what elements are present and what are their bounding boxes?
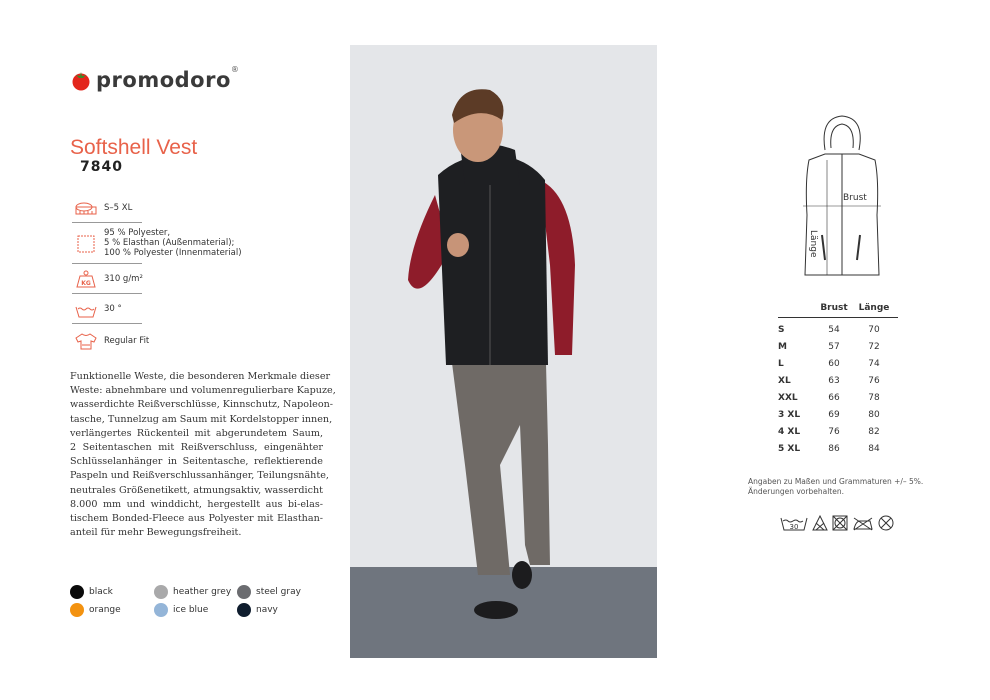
size-cell: M: [778, 341, 787, 352]
spec-wash-text: 30 °: [104, 304, 122, 314]
size-cell: 4 XL: [778, 426, 801, 437]
weight-icon: [74, 270, 98, 288]
size-cell: 3 XL: [778, 409, 801, 420]
svg-text:KG: KG: [81, 280, 91, 287]
spec-material-line: 95 % Polyester,: [104, 228, 171, 238]
description-line: tasche, Tunnelzug am Saum mit Kordelstopper innen,: [70, 413, 333, 425]
wash-30-icon: [780, 515, 808, 531]
spec-material: [74, 228, 274, 258]
color-dot: [237, 585, 251, 599]
color-label: steel gray: [256, 587, 301, 597]
color-label: orange: [89, 605, 121, 615]
description-line: Paspeln und Reißverschlussanhänger, Teilungsnähte,: [70, 470, 329, 482]
laenge-cell: 74: [868, 358, 880, 369]
laenge-cell: 82: [868, 426, 880, 437]
size-cell: S: [778, 324, 785, 335]
wash-icon: [74, 302, 98, 320]
table-row: [778, 440, 898, 457]
spec-weight: [74, 270, 274, 288]
spec-sizes-text: S–5 XL: [104, 203, 133, 213]
brust-cell: 57: [828, 341, 840, 352]
size-table: [778, 303, 898, 457]
table-row: [778, 355, 898, 372]
product-code: 7840: [80, 159, 123, 175]
no-bleach-icon: [812, 515, 828, 531]
brust-cell: 54: [828, 324, 840, 335]
note-line: Angaben zu Maßen und Grammaturen +/– 5%.: [748, 477, 924, 486]
product-description: [70, 370, 336, 540]
color-label: heather grey: [173, 587, 232, 597]
brand-name: promodoro: [96, 68, 231, 92]
description-line: Weste: abnehmbare und volumenregulierbare Kapuze,: [70, 385, 336, 397]
description-line: 2 Seitentaschen mit Reißverschluss, eingenähter: [70, 442, 323, 454]
color-swatch-ice-blue[interactable]: [154, 603, 208, 617]
laenge-cell: 72: [868, 341, 880, 352]
color-dot: [70, 585, 84, 599]
table-row: [778, 389, 898, 406]
header-brust: Brust: [820, 303, 848, 313]
description-line: Funktionelle Weste, die besonderen Merkmale dieser: [70, 371, 331, 382]
no-dry-clean-icon: [878, 515, 894, 531]
fabric-icon: [74, 232, 98, 254]
description-line: Schlüsselanhänger in Seitentasche, reflektierende: [70, 456, 323, 468]
header-size: [778, 303, 814, 313]
measuring-tape-icon: [74, 201, 98, 219]
description-line: wasserdichte Reißverschlüsse, Kinnschutz, Napoleon-: [70, 399, 334, 411]
size-cell: XXL: [778, 392, 798, 403]
spec-wash: [74, 302, 274, 320]
color-label: ice blue: [173, 605, 209, 615]
table-row: [778, 372, 898, 389]
no-iron-icon: [852, 515, 874, 531]
laenge-cell: 78: [868, 392, 880, 403]
description-line: 8.000 mm und winddicht, hergestellt aus bi-elas-: [70, 498, 323, 510]
no-tumble-dry-icon: [832, 515, 848, 531]
table-row: [778, 321, 898, 338]
color-dot: [154, 585, 168, 599]
color-label: navy: [256, 605, 278, 615]
color-swatch-steel-gray[interactable]: [237, 585, 301, 599]
spec-fit-text: Regular Fit: [104, 336, 150, 346]
description-line: verlängertes Rückenteil mit abgerundetem Saum,: [70, 427, 323, 439]
color-label: black: [89, 587, 113, 597]
tomato-icon: [70, 69, 92, 91]
color-dot: [70, 603, 84, 617]
color-swatch-black[interactable]: [70, 585, 113, 599]
care-symbols: [780, 515, 894, 531]
color-dot: [154, 603, 168, 617]
note-line: Änderungen vorbehalten.: [748, 487, 844, 496]
spec-sizes: [74, 201, 274, 219]
spec-material-line: 5 % Elasthan (Außenmaterial);: [104, 238, 235, 248]
spec-weight-text: 310 g/m²: [104, 274, 143, 284]
brust-cell: 63: [828, 375, 840, 386]
table-row: [778, 423, 898, 440]
product-title: Softshell Vest: [70, 136, 198, 159]
brust-cell: 69: [828, 409, 840, 420]
brust-cell: 86: [828, 443, 840, 454]
table-row: [778, 406, 898, 423]
product-photo: [350, 45, 657, 658]
description-line: anteil für mehr Bewegungsfreiheit.: [70, 527, 242, 539]
divider: [72, 293, 142, 294]
diagram-laenge-label: Länge: [808, 230, 818, 258]
divider: [72, 323, 142, 324]
size-cell: XL: [778, 375, 791, 386]
color-swatch-navy[interactable]: [237, 603, 278, 617]
laenge-cell: 70: [868, 324, 880, 335]
diagram-brust-label: Brust: [843, 193, 867, 203]
description-line: tischem Bonded-Fleece aus Polyester mit Elasthan-: [70, 513, 323, 525]
color-swatch-orange[interactable]: [70, 603, 121, 617]
laenge-cell: 76: [868, 375, 880, 386]
laenge-cell: 80: [868, 409, 880, 420]
size-cell: L: [778, 358, 784, 369]
spec-fit: [74, 331, 274, 351]
color-dot: [237, 603, 251, 617]
header-laenge: Länge: [858, 303, 890, 313]
laenge-cell: 84: [868, 443, 880, 454]
brust-cell: 60: [828, 358, 840, 369]
wash-temp: 30: [789, 523, 799, 531]
size-cell: 5 XL: [778, 443, 801, 454]
tolerance-note: [748, 477, 923, 497]
brust-cell: 76: [828, 426, 840, 437]
description-line: neutrales Größenetikett, atmungsaktiv, wasserdicht: [70, 484, 323, 496]
registered-mark: ®: [230, 64, 239, 74]
brust-cell: 66: [828, 392, 840, 403]
color-swatch-heather-grey[interactable]: [154, 585, 231, 599]
spec-material-line: 100 % Polyester (Innenmaterial): [104, 248, 242, 258]
size-table-header: [778, 303, 898, 318]
divider: [72, 222, 142, 223]
table-row: [778, 338, 898, 355]
shirt-fit-icon: [74, 331, 98, 351]
brand-logo: [70, 64, 239, 92]
divider: [72, 263, 142, 264]
